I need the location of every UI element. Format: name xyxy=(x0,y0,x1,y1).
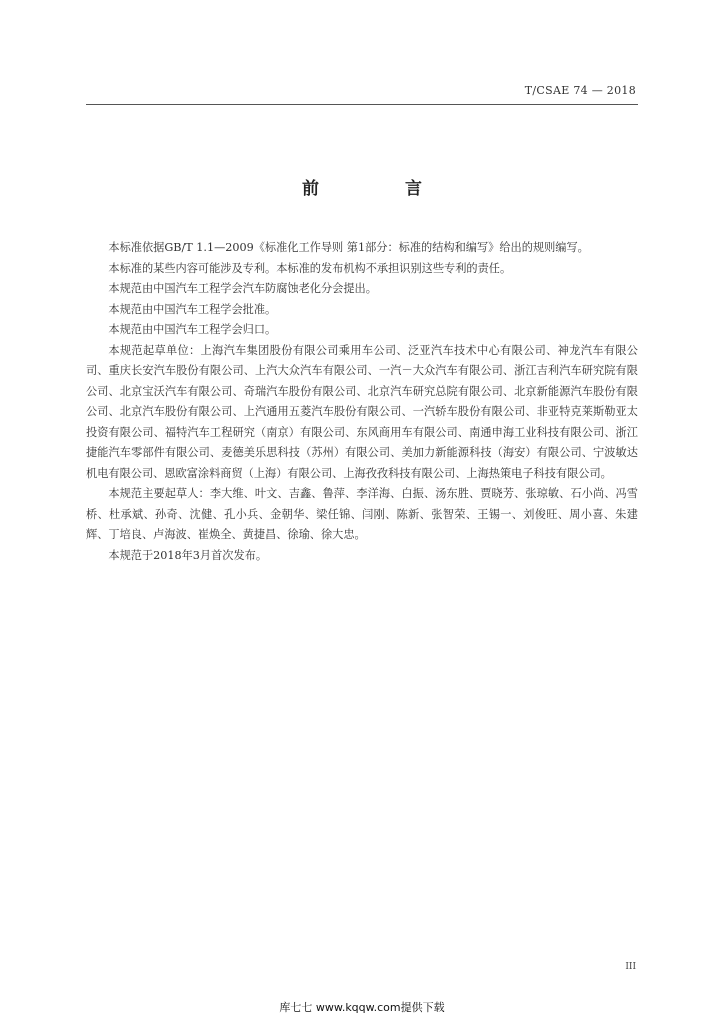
standard-code: T/CSAE 74 — 2018 xyxy=(524,84,636,97)
page-number: III xyxy=(625,962,636,972)
paragraph-drafting-units: 本规范起草单位：上海汽车集团股份有限公司乘用车公司、泛亚汽车技术中心有限公司、神龙汽车有限公司、重庆长安汽车股份有限公司、上汽大众汽车有限公司、一汽－大众汽车有限公司、浙江吉利汽车研究院有限公司、北京宝沃汽车有限公司、奇瑞汽车股份有限公司、北京汽车研究总院有限公司、北京新能源汽车股份有限公司、北京汽车股份有限公司、上汽通用五菱汽车股份有限公司、一汽轿车股份有限公司、非亚特克莱斯勒亚太投资有限公司、福特汽车工程研究（南京）有限公司、东风商用车有限公司、南通申海工业科技有限公司、浙江捷能汽车零部件有限公司、麦德美乐思科技（苏州）有限公司、美加力新能源科技（海安）有限公司、宁波敏达机电有限公司、恩欧富涂料商贸（上海）有限公司、上海孜孜科技有限公司、上海热策电子科技有限公司。 xyxy=(86,343,638,480)
paragraph-drafting-rules: 本标准依据GB/T 1.1—2009《标准化工作导则 第1部分：标准的结构和编写》给出的规则编写。 xyxy=(108,241,589,254)
paragraph-approved-by: 本规范由中国汽车工程学会批准。 xyxy=(108,302,277,316)
foreword-body xyxy=(86,238,638,566)
header-divider xyxy=(86,104,638,105)
paragraph-proposed-by: 本规范由中国汽车工程学会汽车防腐蚀老化分会提出。 xyxy=(108,282,377,295)
page-title: 前 言 xyxy=(302,179,462,199)
paragraph-drafters: 本规范主要起草人：李大维、叶文、吉鑫、鲁萍、李洋海、白振、汤东胜、贾晓芳、张琼敏、石小尚、冯雪桥、杜承斌、孙奇、沈健、孔小兵、金朝华、梁任锦、闫刚、陈新、张智荣、王锡一、刘俊旺、周小喜、朱建辉、丁培良、卢海波、崔焕全、黄捷昌、徐瑜、徐大忠。 xyxy=(86,487,638,541)
paragraph-first-release: 本规范于2018年3月首次发布。 xyxy=(108,548,268,562)
paragraph-patent-notice: 本标准的某些内容可能涉及专利。本标准的发布机构不承担识别这些专利的责任。 xyxy=(108,261,512,275)
download-watermark: 库七七 www.kqqw.com提供下载 xyxy=(279,1001,445,1014)
paragraph-centralized-by: 本规范由中国汽车工程学会归口。 xyxy=(108,323,277,336)
